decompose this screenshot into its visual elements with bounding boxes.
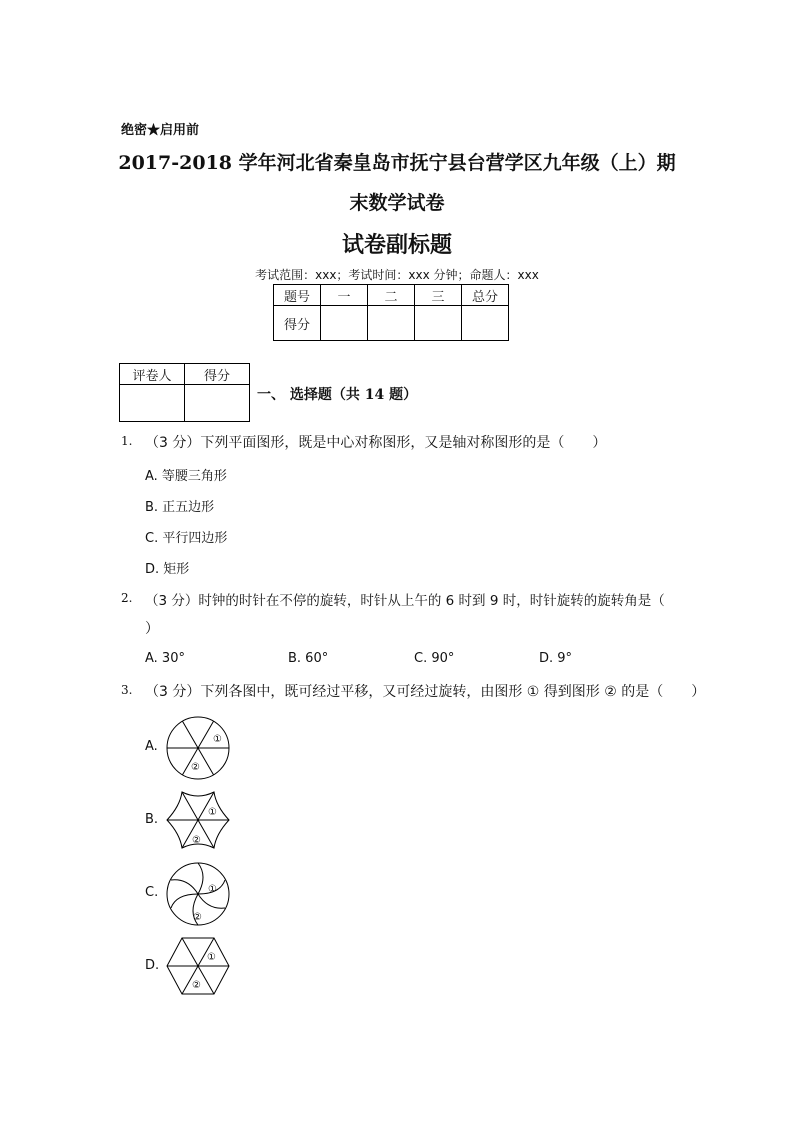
figure-label-2: ② <box>191 762 200 773</box>
option-d: D. 9° <box>539 651 573 666</box>
option-a: A. <box>145 739 158 754</box>
exam-title-line2: 末数学试卷 <box>349 192 445 214</box>
exam-subtitle: 试卷副标题 <box>341 232 452 258</box>
option-c: C. <box>145 885 159 900</box>
confidential-mark: 绝密★启用前 <box>121 123 200 138</box>
figure-a-circle <box>164 714 232 782</box>
score-cell <box>415 306 462 341</box>
score-cell <box>321 306 368 341</box>
grader-table <box>119 363 250 422</box>
figure-b-hexagon-curved <box>164 788 232 852</box>
exam-info: 考试范围：xxx；考试时间：xxx 分钟；命题人：xxx <box>255 268 539 282</box>
figure-label-2: ② <box>192 980 201 991</box>
score-table <box>273 284 509 341</box>
option-b: B. 正五边形 <box>145 500 215 515</box>
question-number: 1. <box>121 434 133 448</box>
grader-header: 评卷人 <box>120 364 185 385</box>
figure-d-hexagon <box>164 934 232 998</box>
figure-label-2: ② <box>193 912 202 923</box>
figure-label-1: ① <box>213 734 222 745</box>
option-d: D. <box>145 958 160 973</box>
option-c: C. 90° <box>414 651 455 666</box>
option-c: C. 平行四边形 <box>145 531 228 546</box>
figure-c-circle-curved <box>164 860 232 928</box>
grader-cell <box>185 385 250 422</box>
exam-title-line1: 2017-2018 学年河北省秦皇岛市抚宁县台营学区九年级（上）期 <box>118 152 676 174</box>
option-b: B. <box>145 812 159 827</box>
figure-label-2: ② <box>192 835 201 846</box>
score-table-header: 总分 <box>462 285 509 306</box>
figure-label-1: ① <box>208 884 217 895</box>
score-table-header: 一 <box>321 285 368 306</box>
score-cell <box>462 306 509 341</box>
question-number: 2. <box>121 591 133 605</box>
question-text: （3 分）时钟的时针在不停的旋转，时针从上午的 6 时到 9 时，时针旋转的旋转角是（ <box>145 593 665 609</box>
grader-header: 得分 <box>185 364 250 385</box>
score-table-header: 三 <box>415 285 462 306</box>
option-d: D. 矩形 <box>145 562 190 577</box>
score-cell <box>368 306 415 341</box>
figure-label-1: ① <box>207 952 216 963</box>
option-a: A. 等腰三角形 <box>145 469 227 484</box>
option-b: B. 60° <box>288 651 329 666</box>
option-a: A. 30° <box>145 651 185 666</box>
grader-cell <box>120 385 185 422</box>
question-text: （3 分）下列平面图形，既是中心对称图形，又是轴对称图形的是（ ） <box>145 435 607 451</box>
score-table-row-label: 得分 <box>274 306 321 341</box>
question-text: （3 分）下列各图中，既可经过平移，又可经过旋转，由图形 ① 得到图形 ② 的是（ ） <box>145 684 706 700</box>
score-table-header: 二 <box>368 285 415 306</box>
question-number: 3. <box>121 683 133 697</box>
score-table-header: 题号 <box>274 285 321 306</box>
figure-label-1: ① <box>208 807 217 818</box>
question-text-cont: ） <box>145 621 159 637</box>
section-title: 一、 选择题（共 14 题） <box>257 387 418 403</box>
